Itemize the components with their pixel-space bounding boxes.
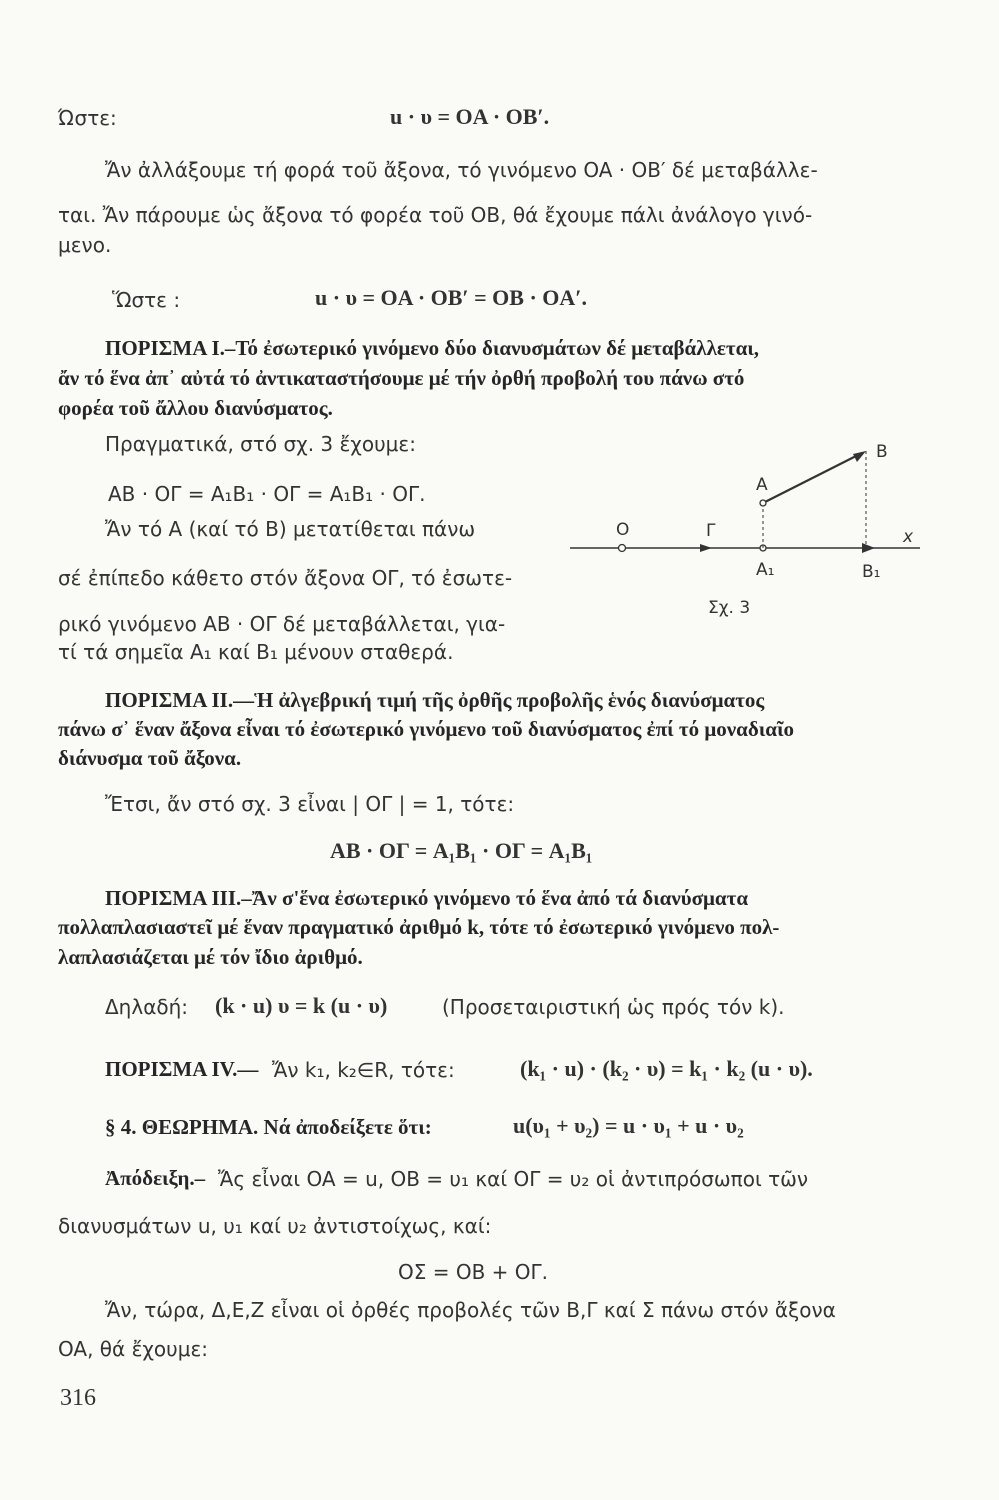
point-a (760, 500, 766, 506)
equation-2: u · υ = OA · OB′ = OB · OA′. (315, 285, 587, 310)
corollary-2-line: ΠΟΡΙΣΜΑ ΙΙ.—Ἡ ἀλγεβρική τιμή τῆς ὀρθῆς προβολῆς ἑνός διανύσματος (105, 688, 765, 712)
text-line: διανυσμάτων u, υ₁ καί υ₂ ἀντιστοίχως, καί: (58, 1214, 492, 1238)
corollary-3-line: πολλαπλασιαστεῖ μέ ἕναν πραγματικό ἀριθμό k, τότε τό ἐσωτερικό γινόμενο πολ- (58, 915, 780, 939)
label-b: B (876, 442, 888, 462)
corollary-3-line: λαπλασιάζεται μέ τόν ἴδιο ἀριθμό. (58, 945, 363, 969)
label-x: x (903, 527, 914, 547)
x-axis-arrowhead (862, 543, 875, 553)
text-line: Ἔτσι, ἄν στό σχ. 3 εἶναι | OΓ | = 1, τότε: (105, 792, 515, 816)
label-gamma: Γ (706, 521, 716, 541)
text-line: Ἄν τό Α (καί τό Β) μετατίθεται πάνω (105, 517, 476, 541)
text-line: ται. Ἄν πάρουμε ὡς ἄξονα τό φορέα τοῦ OB, θά ἔχουμε πάλι ἀνάλογο γινό- (58, 203, 813, 227)
label-a: A (756, 475, 768, 495)
conclusion-label-2: Ὥστε : (112, 288, 181, 312)
text-line: σέ ἐπίπεδο κάθετο στόν ἄξονα OΓ, τό ἐσωτε- (58, 566, 513, 590)
text-line: μενο. (58, 233, 112, 257)
label-a1: A₁ (756, 560, 775, 580)
text-line: (Προσεταιριστική ὡς πρός τόν k). (442, 995, 785, 1019)
vector-ab-arrowhead (853, 451, 866, 462)
figure-caption: Σχ. 3 (708, 598, 751, 618)
text-line: ρικό γινόμενο AB · OΓ δέ μεταβάλλεται, για- (58, 612, 506, 636)
equation-4: AB · OΓ = A₁B₁ · OΓ = A₁B₁ (330, 838, 593, 863)
og-arrowhead (700, 544, 712, 552)
vector-ab (763, 453, 862, 503)
text-line: Πραγματικά, στό σχ. 3 ἔχουμε: (105, 432, 416, 456)
proof-head: Ἀπόδειξη.– (105, 1166, 206, 1190)
corollary-1-line: ΠΟΡΙΣΜΑ Ι.–Τό ἐσωτερικό γινόμενο δύο διανυσμάτων δέ μεταβάλλεται, (105, 336, 760, 360)
text-line: τί τά σημεῖα A₁ καί B₁ μένουν σταθερά. (58, 640, 454, 664)
equation-1: u · υ = OA · OB′. (390, 104, 550, 129)
equation-5: (k · u) υ = k (u · υ) (215, 993, 388, 1018)
corollary-2-line: διάνυσμα τοῦ ἄξονα. (58, 746, 242, 770)
equation-7: OΣ = OB + OΓ. (398, 1260, 549, 1284)
theorem-head: § 4. ΘΕΩΡΗΜΑ. Νά ἀποδείξετε ὅτι: (105, 1115, 432, 1139)
equation-3: AB · OΓ = A₁B₁ · OΓ = A₁B₁ · OΓ. (108, 482, 426, 506)
corollary-1-line: φορέα τοῦ ἄλλου διανύσματος. (58, 396, 333, 420)
page-number: 316 (60, 1385, 96, 1411)
corollary-4-head: ΠΟΡΙΣΜΑ IV.— (105, 1057, 259, 1081)
theorem-equation: u(υ₁ + υ₂) = u · υ₁ + u · υ₂ (513, 1113, 744, 1138)
text-line: Ἄς εἶναι OA = u, OB = υ₁ καί OΓ = υ₂ οἱ ἀντιπρόσωποι τῶν (218, 1167, 809, 1191)
corollary-2-line: πάνω σ᾽ ἕναν ἄξονα εἶναι τό ἐσωτερικό γινόμενο τοῦ διανύσματος ἐπί τό μοναδιαῖο (58, 717, 794, 741)
text-line: Ἄν k₁, k₂∈R, τότε: (272, 1058, 455, 1082)
conclusion-label-1: Ώστε: (58, 106, 117, 130)
figure-3 (570, 435, 930, 625)
point-o (619, 545, 626, 552)
corollary-3-line: ΠΟΡΙΣΜΑ ΙΙΙ.–Ἄν σ'ἕνα ἐσωτερικό γινόμενο τό ἕνα ἀπό τά διανύσματα (105, 886, 749, 910)
label-o: O (616, 520, 630, 540)
corollary-1-line: ἄν τό ἕνα ἀπ᾽ αὐτά τό ἀντικαταστήσουμε μέ τήν ὀρθή προβολή του πάνω στό (58, 366, 745, 390)
equation-6: (k₁ · u) · (k₂ · υ) = k₁ · k₂ (u · υ). (520, 1056, 813, 1081)
text-label: Δηλαδή: (105, 995, 189, 1019)
label-b1: B₁ (862, 562, 881, 582)
text-line: Ἄν ἀλλάξουμε τή φορά τοῦ ἄξονα, τό γινόμενο OA · OB′ δέ μεταβάλλε- (105, 158, 818, 182)
text-line: Ἄν, τώρα, Δ,Ε,Ζ εἶναι οἱ ὀρθές προβολές τῶν Β,Γ καί Σ πάνω στόν ἄξονα (105, 1298, 836, 1322)
text-line: OA, θά ἔχουμε: (58, 1337, 209, 1361)
